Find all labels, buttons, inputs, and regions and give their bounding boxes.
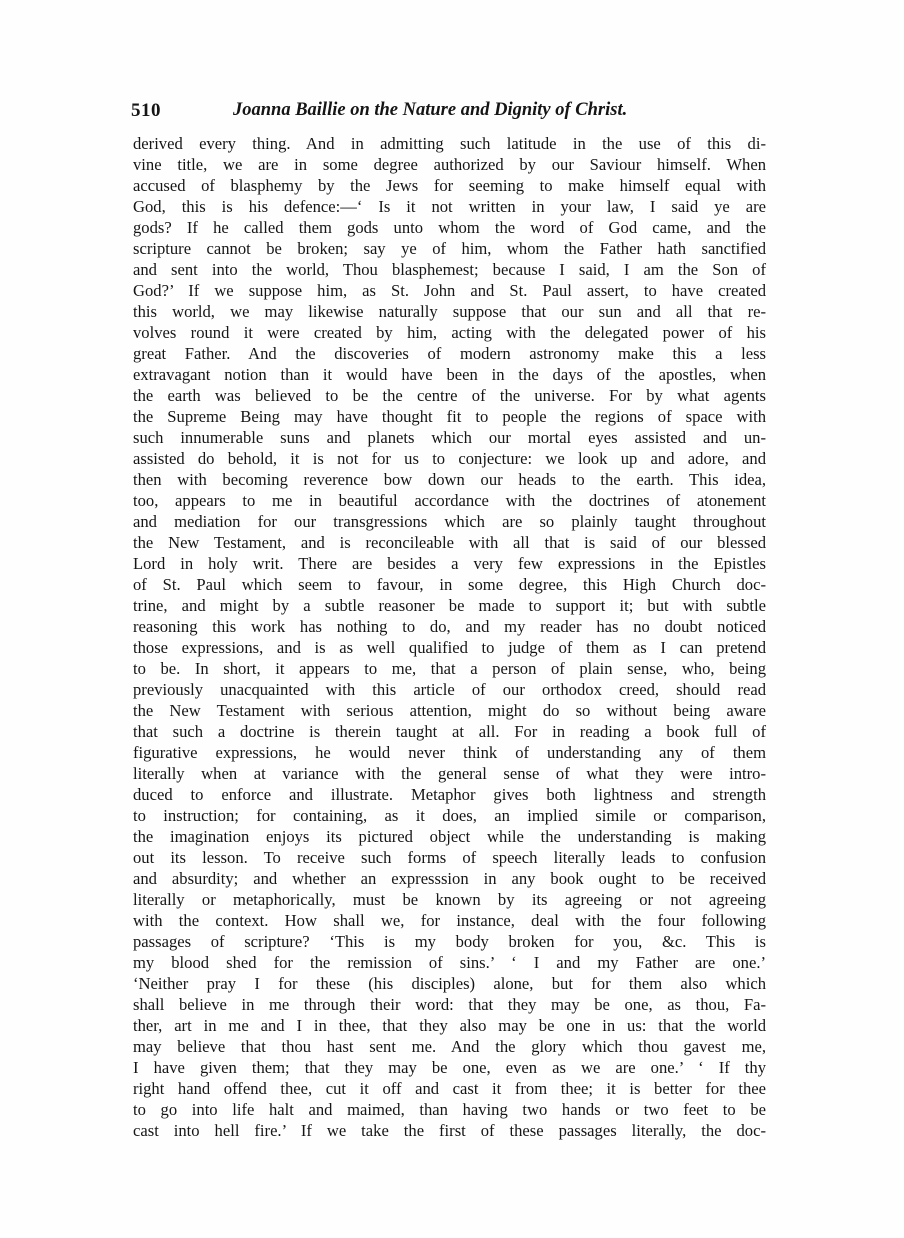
text-line xyxy=(133,1141,766,1162)
text-line: extravagant notion than it would have been in the days of the apostles, when xyxy=(133,365,766,384)
text-line: those expressions, and is as well qualified to judge of them as I can pretend xyxy=(133,638,766,657)
text-line: God, this is his defence:—‘ Is it not written in your law, I said ye are xyxy=(133,197,766,216)
text-line: of St. Paul which seem to favour, in some degree, this High Church doc- xyxy=(133,575,766,594)
text-line: the Supreme Being may have thought fit to people the regions of space with xyxy=(133,407,766,426)
text-line: such innumerable suns and planets which our mortal eyes assisted and un- xyxy=(133,428,766,447)
text-line: volves round it were created by him, acting with the delegated power of his xyxy=(133,323,766,342)
text-line: to go into life halt and maimed, than having two hands or two feet to be xyxy=(133,1100,766,1119)
text-line: the New Testament with serious attention, might do so without being aware xyxy=(133,701,766,720)
page-header xyxy=(131,100,771,124)
text-line: gods? If he called them gods unto whom the word of God came, and the xyxy=(133,218,766,237)
text-line: ther, art in me and I in thee, that they also may be one in us: that the world xyxy=(133,1016,766,1035)
text-line: to be. In short, it appears to me, that a person of plain sense, who, being xyxy=(133,659,766,678)
text-line: assisted do behold, it is not for us to conjecture: we look up and adore, and xyxy=(133,449,766,468)
text-line: to instruction; for containing, as it does, an implied simile or comparison, xyxy=(133,806,766,825)
text-line: trine, and might by a subtle reasoner be made to support it; but with subtle xyxy=(133,596,766,615)
text-line: figurative expressions, he would never think of understanding any of them xyxy=(133,743,766,762)
text-line: this world, we may likewise naturally suppose that our sun and all that re- xyxy=(133,302,766,321)
text-line: literally when at variance with the general sense of what they were intro- xyxy=(133,764,766,783)
text-line: vine title, we are in some degree authorized by our Saviour himself. When xyxy=(133,155,766,174)
text-line: the earth was believed to be the centre of the universe. For by what agents xyxy=(133,386,766,405)
text-line: derived every thing. And in admitting such latitude in the use of this di- xyxy=(133,134,766,153)
text-line: and sent into the world, Thou blasphemest; because I said, I am the Son of xyxy=(133,260,766,279)
text-line: scripture cannot be broken; say ye of him, whom the Father hath sanctified xyxy=(133,239,766,258)
text-line: may believe that thou hast sent me. And the glory which thou gavest me, xyxy=(133,1037,766,1056)
text-line: great Father. And the discoveries of modern astronomy make this a less xyxy=(133,344,766,363)
text-line: accused of blasphemy by the Jews for seeming to make himself equal with xyxy=(133,176,766,195)
text-line: Lord in holy writ. There are besides a very few expressions in the Epistles xyxy=(133,554,766,573)
text-line: with the context. How shall we, for instance, deal with the four following xyxy=(133,911,766,930)
text-line: previously unacquainted with this article of our orthodox creed, should read xyxy=(133,680,766,699)
text-line: that such a doctrine is therein taught at all. For in reading a book full of xyxy=(133,722,766,741)
text-line: then with becoming reverence bow down our heads to the earth. This idea, xyxy=(133,470,766,489)
text-line: the imagination enjoys its pictured object while the understanding is making xyxy=(133,827,766,846)
text-line: too, appears to me in beautiful accordance with the doctrines of atonement xyxy=(133,491,766,510)
text-line: and absurdity; and whether an expresssion in any book ought to be received xyxy=(133,869,766,888)
text-line: literally or metaphorically, must be known by its agreeing or not agreeing xyxy=(133,890,766,909)
text-line: cast into hell fire.’ If we take the first of these passages literally, the doc- xyxy=(133,1121,766,1140)
text-line: reasoning this work has nothing to do, and my reader has no doubt noticed xyxy=(133,617,766,636)
text-line: right hand offend thee, cut it off and cast it from thee; it is better for thee xyxy=(133,1079,766,1098)
text-line: God?’ If we suppose him, as St. John and St. Paul assert, to have created xyxy=(133,281,766,300)
running-title: Joanna Baillie on the Nature and Dignity of Christ. xyxy=(233,100,628,120)
body-text xyxy=(133,133,766,1162)
text-line: duced to enforce and illustrate. Metaphor gives both lightness and strength xyxy=(133,785,766,804)
text-line: passages of scripture? ‘This is my body broken for you, &c. This is xyxy=(133,932,766,951)
text-line: ‘Neither pray I for these (his disciples) alone, but for them also which xyxy=(133,974,766,993)
page-number: 510 xyxy=(131,100,161,121)
text-line: out its lesson. To receive such forms of speech literally leads to confusion xyxy=(133,848,766,867)
text-line: my blood shed for the remission of sins.’ ‘ I and my Father are one.’ xyxy=(133,953,766,972)
text-line: and mediation for our transgressions which are so plainly taught throughout xyxy=(133,512,766,531)
text-line: shall believe in me through their word: that they may be one, as thou, Fa- xyxy=(133,995,766,1014)
text-line: the New Testament, and is reconcileable with all that is said of our blessed xyxy=(133,533,766,552)
text-line: I have given them; that they may be one, even as we are one.’ ‘ If thy xyxy=(133,1058,766,1077)
